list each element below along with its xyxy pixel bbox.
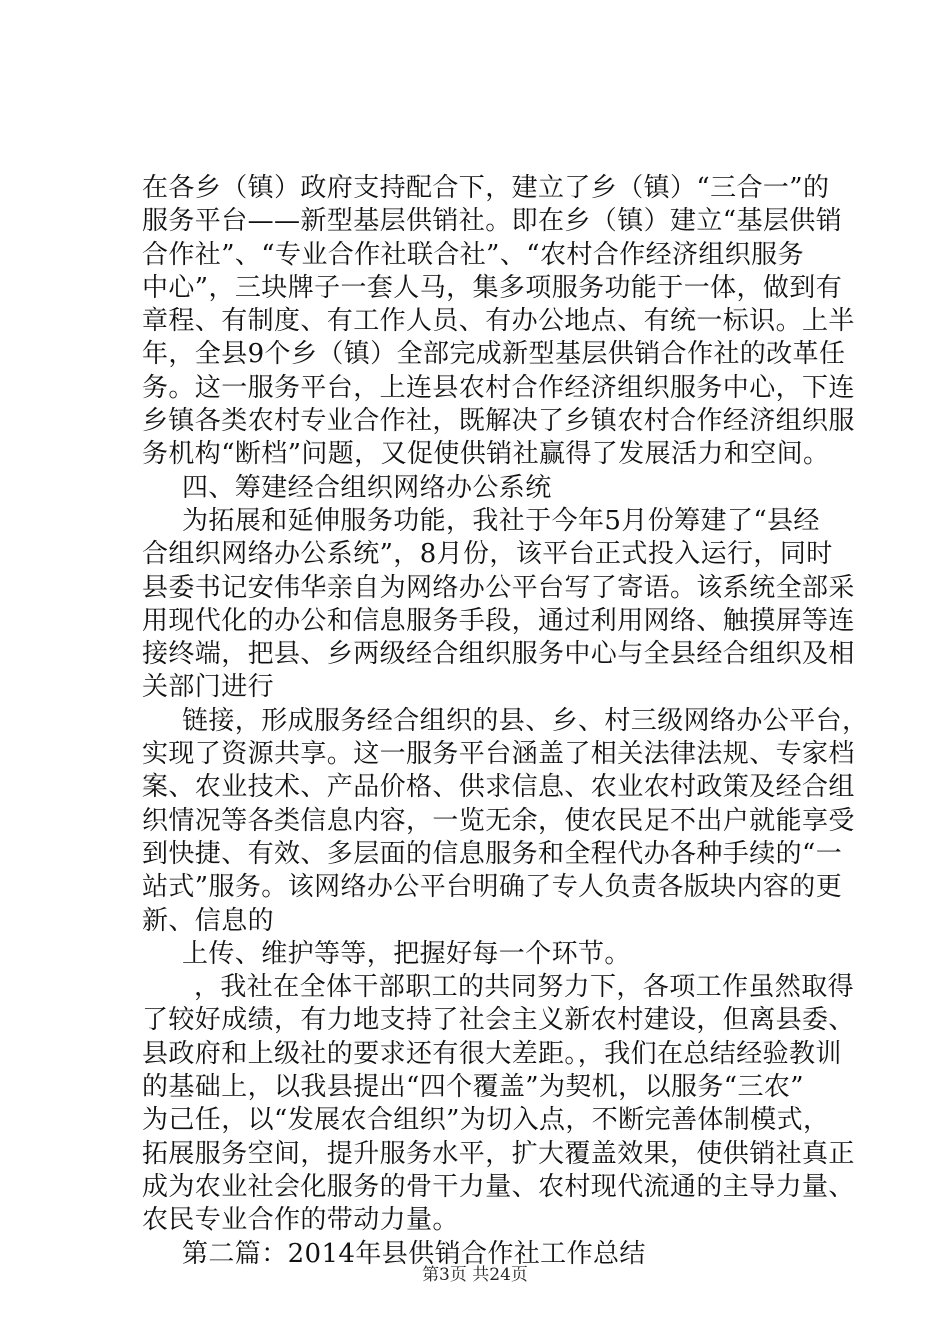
text-line: 成为农业社会化服务的骨干力量、农村现代流通的主导力量、 — [142, 1171, 855, 1202]
text-line: 服务平台——新型基层供销社。即在乡（镇）建立“基层供销 — [142, 206, 843, 237]
text-line: 合组织网络办公系统”，8月份，该平台正式投入运行，同时 — [142, 539, 833, 570]
text-line: 上传、维护等等，把握好每一个环节。 — [182, 938, 631, 969]
document-body — [142, 172, 869, 1271]
text-line: 中心”，三块牌子一套人马，集多项服务功能于一体，做到有 — [142, 272, 843, 303]
text-line: 实现了资源共享。这一服务平台涵盖了相关法律法规、专家档 — [142, 739, 855, 770]
chapter-heading: 第二篇：2014年县供销合作社工作总结 — [182, 1238, 646, 1269]
text-line: 在各乡（镇）政府支持配合下，建立了乡（镇）“三合一”的 — [142, 173, 830, 203]
text-line: 务机构“断档”问题，又促使供销社赢得了发展活力和空间。 — [142, 439, 830, 470]
text-line: 链接，形成服务经合组织的县、乡、村三级网络办公平台， — [182, 705, 869, 736]
text-line: 年，全县9个乡（镇）全部完成新型基层供销合作社的改革任 — [142, 339, 846, 370]
text-line: 站式”服务。该网络办公平台明确了专人负责各版块内容的更 — [142, 872, 843, 903]
text-line: 县政府和上级社的要求还有很大差距。，我们在总结经验教训 — [142, 1038, 842, 1069]
text-line: ，我社在全体干部职工的共同努力下，各项工作虽然取得 — [194, 972, 855, 1003]
text-line: 案、农业技术、产品价格、供求信息、农业农村政策及经合组 — [142, 772, 855, 803]
text-line: 了较好成绩，有力地支持了社会主义新农村建设，但离县委、 — [142, 1005, 855, 1036]
text-line: 拓展服务空间，提升服务水平，扩大覆盖效果，使供销社真正 — [142, 1138, 855, 1169]
section-heading: 四、筹建经合组织网络办公系统 — [182, 472, 552, 503]
text-line: 用现代化的办公和信息服务手段，通过利用网络、触摸屏等连 — [142, 605, 855, 636]
text-line: 织情况等各类信息内容，一览无余，使农民足不出户就能享受 — [142, 805, 855, 836]
text-line: 接终端，把县、乡两级经合组织服务中心与全县经合组织及相 — [142, 639, 855, 670]
text-line: 为己任，以“发展农合组织”为切入点，不断完善体制模式， — [142, 1105, 830, 1136]
text-line: 的基础上，以我县提出“四个覆盖”为契机，以服务“三农” — [142, 1072, 804, 1103]
text-line: 为拓展和延伸服务功能，我社于今年5月份筹建了“县经 — [182, 505, 820, 536]
text-line: 务。这一服务平台，上连县农村合作经济组织服务中心，下连 — [142, 372, 855, 403]
page-number: 第3页 共24页 — [422, 1265, 528, 1285]
text-line: 关部门进行 — [142, 672, 275, 703]
text-line: 乡镇各类农村专业合作社，既解决了乡镇农村合作经济组织服 — [142, 406, 855, 437]
text-line: 新、信息的 — [142, 905, 275, 936]
text-line: 合作社”、“专业合作社联合社”、“农村合作经济组织服务 — [142, 239, 804, 270]
text-line: 到快捷、有效、多层面的信息服务和全程代办各种手续的“一 — [142, 838, 843, 869]
text-line: 农民专业合作的带动力量。 — [142, 1205, 459, 1236]
text-line: 章程、有制度、有工作人员、有办公地点、有统一标识。上半 — [142, 306, 855, 337]
text-line: 县委书记安伟华亲自为网络办公平台写了寄语。该系统全部采 — [142, 572, 855, 603]
